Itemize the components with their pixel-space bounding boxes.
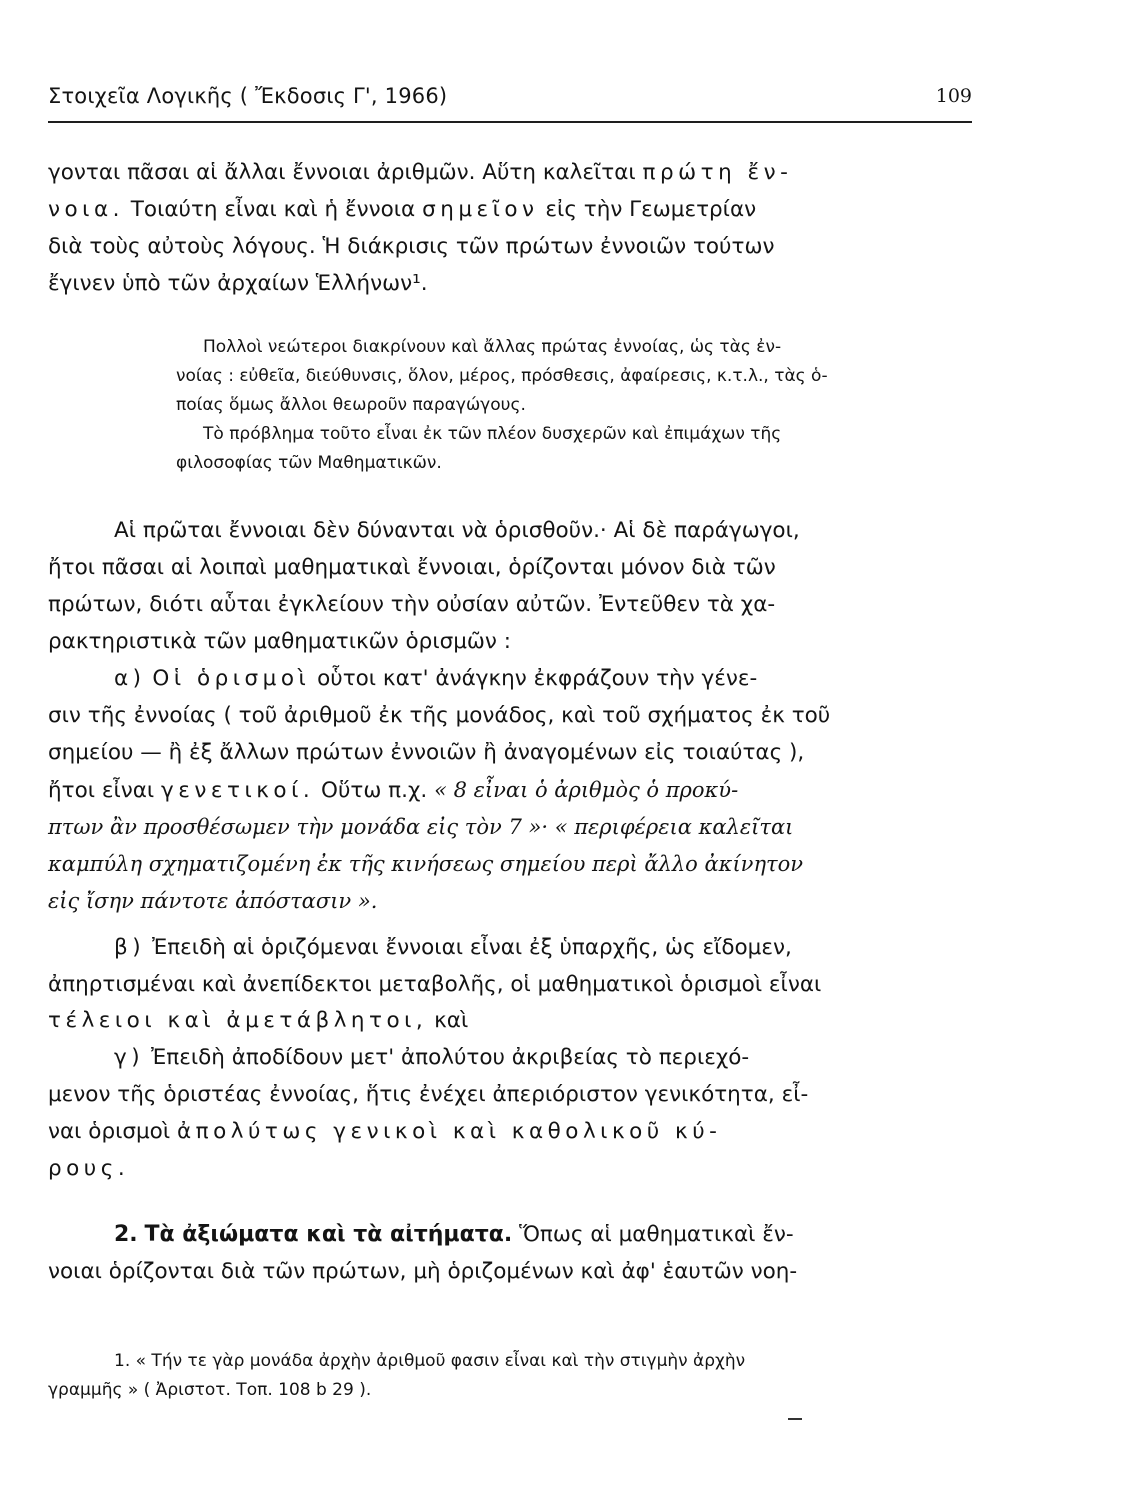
section-number: 2.: [114, 1222, 138, 1247]
spaced-term: τέλειοι καὶ ἀμετάβλητοι,: [48, 1008, 428, 1033]
item-a-line-2: σιν τῆς ἐννοίας ( τοῦ ἀριθμοῦ ἐκ τῆς μονάδος, καὶ τοῦ σχήματος ἐκ τοῦ: [48, 703, 831, 728]
text-run: καὶ: [434, 1008, 469, 1033]
item-c-line-4: [48, 1154, 129, 1184]
text-run: ναι ὁρισμοὶ: [48, 1119, 171, 1144]
item-a-line-4: [48, 775, 738, 806]
text-run: εἰς τὴν Γεωμετρίαν: [545, 197, 757, 222]
intro-line-3: διὰ τοὺς αὐτοὺς λόγους. Ἡ διάκρισις τῶν πρώτων ἐννοιῶν τούτων: [48, 234, 775, 259]
item-a-label: α): [114, 666, 146, 691]
spaced-term: νοια.: [48, 197, 124, 222]
spaced-term: γενετικοί.: [161, 778, 315, 803]
note-line-1: Πολλοὶ νεώτεροι διακρίνουν καὶ ἄλλας πρώτας ἐννοίας, ὡς τὰς ἐν-: [203, 337, 782, 357]
running-title: Στοιχεῖα Λογικῆς ( Ἔκδοσις Γ', 1966): [48, 84, 448, 108]
text-run: Ἐπειδὴ ἀποδίδουν μετ' ἀπολύτου ἀκριβείας τὸ περιεχό-: [150, 1045, 750, 1070]
italic-quote: « 8 εἶναι ὁ ἀριθμὸς ὁ προκύ-: [434, 778, 739, 802]
text-run: Οὕτω π.χ.: [321, 778, 428, 803]
intro-line-2: [48, 195, 756, 225]
print-mark: [788, 1418, 802, 1420]
text-run: Τοιαύτη εἶναι καὶ ἡ ἔννοια: [130, 197, 416, 222]
para2-line-1: Αἱ πρῶται ἔννοιαι δὲν δύνανται νὰ ὁρισθοῦν.· Αἱ δὲ παράγωγοι,: [114, 518, 800, 543]
item-a-line-7: εἰς ἴσην πάντοτε ἀπόστασιν ».: [48, 889, 378, 913]
page-header: [48, 84, 972, 118]
item-b-line-1: [114, 933, 792, 963]
item-b-label: β): [114, 935, 146, 960]
note-line-2: νοίας : εὐθεῖα, διεύθυνσις, ὅλον, μέρος, πρόσθεσις, ἀφαίρεσις, κ.τ.λ., τὰς ὁ-: [176, 366, 828, 386]
note-line-5: φιλοσοφίας τῶν Μαθηματικῶν.: [176, 453, 442, 473]
spaced-term: Οἱ ὁρισμοὶ: [152, 666, 311, 691]
section-heading-line: [114, 1220, 794, 1250]
text-run: Ἐπειδὴ αἱ ὁριζόμεναι ἔννοιαι εἶναι ἐξ ὑπαρχῆς, ὡς εἴδομεν,: [151, 935, 792, 960]
item-a-line-1: [114, 664, 757, 694]
item-c-line-1: [114, 1043, 749, 1073]
spaced-term: σημεῖον: [422, 197, 539, 222]
section-line-2: νοιαι ὁρίζονται διὰ τῶν πρώτων, μὴ ὁριζομένων καὶ ἀφ' ἑαυτῶν νοη-: [48, 1259, 798, 1284]
spaced-term: πρώτη ἔν-: [642, 160, 793, 185]
item-c-line-2: μενον τῆς ὁριστέας ἐννοίας, ἥτις ἐνέχει ἀπεριόριστον γενικότητα, εἶ-: [48, 1082, 809, 1107]
para2-line-4: ρακτηριστικὰ τῶν μαθηματικῶν ὁρισμῶν :: [48, 629, 511, 654]
page-number: 109: [935, 85, 972, 107]
header-rule: [48, 121, 972, 123]
footnote-line-1: 1. « Τήν τε γὰρ μονάδα ἀρχὴν ἀριθμοῦ φασιν εἶναι καὶ τὴν στιγμὴν ἀρχὴν: [114, 1351, 746, 1371]
text-run: ἤτοι εἶναι: [48, 778, 155, 803]
text-run: Ὅπως αἱ μαθηματικαὶ ἔν-: [519, 1222, 794, 1247]
item-a-line-5: πτων ἂν προσθέσωμεν τὴν μονάδα εἰς τὸν 7 »· « περιφέρεια καλεῖται: [48, 815, 794, 839]
text-run: γονται πᾶσαι αἱ ἄλλαι ἔννοιαι ἀριθμῶν. Αὕτη καλεῖται: [48, 160, 636, 185]
item-c-line-3: [48, 1117, 721, 1147]
item-a-line-6: καμπύλη σχηματιζομένη ἐκ τῆς κινήσεως σημείου περὶ ἄλλο ἀκίνητον: [48, 852, 804, 876]
para2-line-3: πρώτων, διότι αὗται ἐγκλείουν τὴν οὐσίαν αὐτῶν. Ἐντεῦθεν τὰ χα-: [48, 592, 776, 617]
spaced-term: ρους.: [48, 1156, 130, 1181]
note-line-4: Τὸ πρόβλημα τοῦτο εἶναι ἐκ τῶν πλέον δυσχερῶν καὶ ἐπιμάχων τῆς: [203, 424, 782, 444]
spaced-term: ἀπολύτως γενικοὶ καὶ καθολικοῦ κύ-: [176, 1119, 722, 1144]
intro-line-1: [48, 158, 792, 188]
note-line-3: ποίας ὅμως ἄλλοι θεωροῦν παραγώγους.: [176, 395, 526, 415]
footnote-line-2: γραμμῆς » ( Ἀριστοτ. Τοπ. 108 b 29 ).: [48, 1380, 372, 1400]
item-c-label: γ): [114, 1045, 145, 1070]
item-b-line-2: ἀπηρτισμέναι καὶ ἀνεπίδεκτοι μεταβολῆς, οἱ μαθηματικοὶ ὁρισμοὶ εἶναι: [48, 972, 822, 997]
intro-line-4: ἔγινεν ὑπὸ τῶν ἀρχαίων Ἑλλήνων¹.: [48, 271, 428, 296]
section-title: Τὰ ἀξιώματα καὶ τὰ αἰτήματα.: [144, 1222, 513, 1247]
item-b-line-3: [48, 1006, 468, 1036]
text-run: οὗτοι κατ' ἀνάγκην ἐκφράζουν τὴν γένε-: [317, 666, 758, 691]
item-a-line-3: σημείου — ἢ ἐξ ἄλλων πρώτων ἐννοιῶν ἢ ἀναγομένων εἰς τοιαύτας ),: [48, 740, 805, 765]
para2-line-2: ἤτοι πᾶσαι αἱ λοιπαὶ μαθηματικαὶ ἔννοιαι, ὁρίζονται μόνον διὰ τῶν: [48, 555, 776, 580]
